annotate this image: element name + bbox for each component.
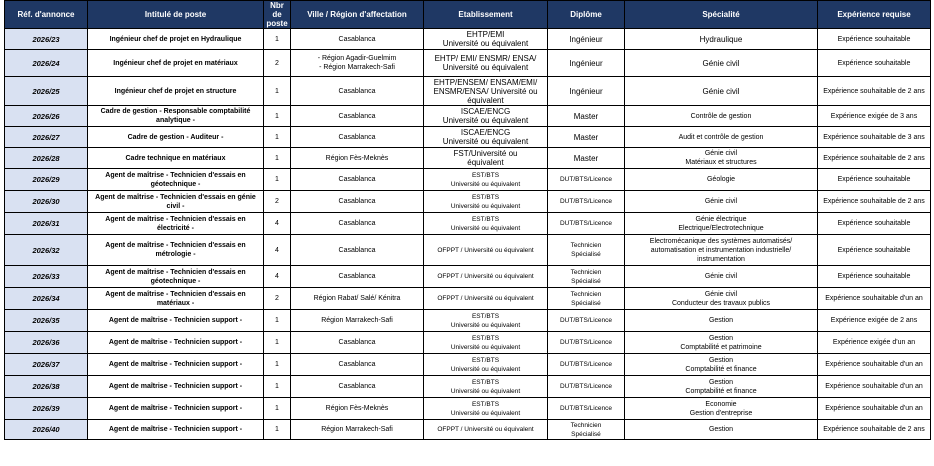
- cell-etablissement: EST/BTS Université ou équivalent: [424, 354, 548, 376]
- cell-diplome: Ingénieur: [548, 77, 625, 106]
- header-ville: Ville / Région d'affectation: [291, 1, 424, 29]
- cell-diplome: Technicien Spécialisé: [548, 288, 625, 310]
- cell-ville: Casablanca: [291, 354, 424, 376]
- cell-poste: Agent de maîtrise - Technicien support -: [88, 420, 264, 440]
- cell-experience: Expérience souhaitable de 3 ans: [818, 127, 931, 148]
- job-offers-table: [4, 0, 931, 440]
- cell-diplome: DUT/BTS/Licence: [548, 191, 625, 213]
- table-row: [5, 127, 931, 148]
- cell-ref: 2026/29: [5, 169, 88, 191]
- cell-ville: Région Marrakech-Safi: [291, 420, 424, 440]
- cell-poste: Cadre de gestion - Auditeur -: [88, 127, 264, 148]
- table-row: [5, 213, 931, 235]
- cell-specialite: Economie Gestion d'entreprise: [625, 398, 818, 420]
- header-nbr: Nbr de poste: [264, 1, 291, 29]
- cell-specialite: Génie civil: [625, 266, 818, 288]
- header-poste: Intitulé de poste: [88, 1, 264, 29]
- cell-ref: 2026/35: [5, 310, 88, 332]
- header-specialite: Spécialité: [625, 1, 818, 29]
- table-header-row: [5, 1, 931, 29]
- cell-ville: Casablanca: [291, 213, 424, 235]
- cell-ref: 2026/26: [5, 106, 88, 127]
- table-row: [5, 310, 931, 332]
- cell-ville: Casablanca: [291, 332, 424, 354]
- table-row: [5, 376, 931, 398]
- cell-experience: Expérience souhaitable: [818, 50, 931, 77]
- cell-etablissement: EST/BTS Université ou équivalent: [424, 398, 548, 420]
- table-row: [5, 288, 931, 310]
- cell-etablissement: EHTP/ENSEM/ ENSAM/EMI/ ENSMR/ENSA/ Université ou équivalent: [424, 77, 548, 106]
- cell-diplome: Technicien Spécialisé: [548, 266, 625, 288]
- cell-experience: Expérience exigée de 3 ans: [818, 106, 931, 127]
- cell-etablissement: EST/BTS Université ou équivalent: [424, 376, 548, 398]
- header-etablissement: Etablissement: [424, 1, 548, 29]
- cell-experience: Expérience souhaitable: [818, 213, 931, 235]
- cell-diplome: DUT/BTS/Licence: [548, 354, 625, 376]
- table-row: [5, 29, 931, 50]
- cell-ref: 2026/34: [5, 288, 88, 310]
- cell-specialite: Génie civil Conducteur des travaux publics: [625, 288, 818, 310]
- cell-poste: Ingénieur chef de projet en matériaux: [88, 50, 264, 77]
- table-row: [5, 332, 931, 354]
- cell-experience: Expérience souhaitable d'un an: [818, 398, 931, 420]
- cell-experience: Expérience souhaitable de 2 ans: [818, 420, 931, 440]
- cell-ville: Casablanca: [291, 191, 424, 213]
- cell-poste: Agent de maîtrise - Technicien d'essais en génie civil -: [88, 191, 264, 213]
- cell-etablissement: OFPPT / Université ou équivalent: [424, 288, 548, 310]
- cell-nbr: 1: [264, 332, 291, 354]
- cell-poste: Agent de maîtrise - Technicien d'essais en géotechnique -: [88, 266, 264, 288]
- cell-poste: Ingénieur chef de projet en structure: [88, 77, 264, 106]
- cell-nbr: 2: [264, 191, 291, 213]
- cell-specialite: Géologie: [625, 169, 818, 191]
- cell-experience: Expérience souhaitable de 2 ans: [818, 191, 931, 213]
- cell-nbr: 1: [264, 148, 291, 169]
- cell-nbr: 1: [264, 29, 291, 50]
- cell-nbr: 1: [264, 127, 291, 148]
- cell-ref: 2026/24: [5, 50, 88, 77]
- cell-specialite: Electromécanique des systèmes automatisés/ automatisation et instrumentation industrielle/ instrumentation: [625, 235, 818, 266]
- header-experience: Expérience requise: [818, 1, 931, 29]
- cell-etablissement: OFPPT / Université ou équivalent: [424, 266, 548, 288]
- cell-experience: Expérience souhaitable: [818, 29, 931, 50]
- cell-experience: Expérience souhaitable: [818, 169, 931, 191]
- cell-etablissement: EST/BTS Université ou équivalent: [424, 310, 548, 332]
- cell-etablissement: OFPPT / Université ou équivalent: [424, 235, 548, 266]
- cell-nbr: 1: [264, 106, 291, 127]
- cell-nbr: 4: [264, 235, 291, 266]
- cell-specialite: Gestion Comptabilité et patrimoine: [625, 332, 818, 354]
- cell-poste: Agent de maîtrise - Technicien d'essais en électricité -: [88, 213, 264, 235]
- cell-nbr: 1: [264, 420, 291, 440]
- cell-ref: 2026/40: [5, 420, 88, 440]
- table-body: [5, 29, 931, 440]
- table-row: [5, 106, 931, 127]
- cell-nbr: 1: [264, 169, 291, 191]
- cell-ref: 2026/27: [5, 127, 88, 148]
- cell-specialite: Contrôle de gestion: [625, 106, 818, 127]
- cell-nbr: 2: [264, 288, 291, 310]
- cell-ref: 2026/33: [5, 266, 88, 288]
- header-diplome: Diplôme: [548, 1, 625, 29]
- cell-specialite: Gestion Comptabilité et finance: [625, 354, 818, 376]
- cell-etablissement: EST/BTS Université ou équivalent: [424, 332, 548, 354]
- cell-experience: Expérience souhaitable d'un an: [818, 288, 931, 310]
- table-row: [5, 398, 931, 420]
- cell-ville: Casablanca: [291, 127, 424, 148]
- cell-ref: 2026/36: [5, 332, 88, 354]
- table-row: [5, 266, 931, 288]
- table-row: [5, 50, 931, 77]
- cell-diplome: Master: [548, 127, 625, 148]
- cell-specialite: Génie civil: [625, 191, 818, 213]
- cell-poste: Agent de maîtrise - Technicien support -: [88, 376, 264, 398]
- cell-etablissement: ISCAE/ENCG Université ou équivalent: [424, 127, 548, 148]
- cell-nbr: 4: [264, 213, 291, 235]
- cell-specialite: Génie civil: [625, 77, 818, 106]
- cell-etablissement: ISCAE/ENCG Université ou équivalent: [424, 106, 548, 127]
- cell-poste: Agent de maîtrise - Technicien d'essais en métrologie -: [88, 235, 264, 266]
- cell-ref: 2026/37: [5, 354, 88, 376]
- cell-experience: Expérience exigée de 2 ans: [818, 310, 931, 332]
- cell-nbr: 4: [264, 266, 291, 288]
- cell-poste: Ingénieur chef de projet en Hydraulique: [88, 29, 264, 50]
- cell-diplome: Ingénieur: [548, 29, 625, 50]
- cell-diplome: DUT/BTS/Licence: [548, 332, 625, 354]
- cell-ville: - Région Agadir-Guelmim - Région Marrakech-Safi: [291, 50, 424, 77]
- cell-experience: Expérience exigée d'un an: [818, 332, 931, 354]
- cell-diplome: DUT/BTS/Licence: [548, 213, 625, 235]
- table-row: [5, 169, 931, 191]
- table-row: [5, 420, 931, 440]
- cell-etablissement: FST/Université ou équivalent: [424, 148, 548, 169]
- cell-poste: Cadre technique en matériaux: [88, 148, 264, 169]
- cell-ref: 2026/39: [5, 398, 88, 420]
- cell-ville: Région Fès-Meknès: [291, 148, 424, 169]
- cell-experience: Expérience souhaitable d'un an: [818, 376, 931, 398]
- cell-experience: Expérience souhaitable: [818, 235, 931, 266]
- cell-ref: 2026/38: [5, 376, 88, 398]
- cell-diplome: Ingénieur: [548, 50, 625, 77]
- cell-poste: Agent de maîtrise - Technicien support -: [88, 398, 264, 420]
- cell-ref: 2026/23: [5, 29, 88, 50]
- cell-ref: 2026/31: [5, 213, 88, 235]
- cell-poste: Agent de maîtrise - Technicien d'essais en géotechnique -: [88, 169, 264, 191]
- cell-ville: Casablanca: [291, 169, 424, 191]
- cell-diplome: DUT/BTS/Licence: [548, 398, 625, 420]
- cell-experience: Expérience souhaitable: [818, 266, 931, 288]
- cell-diplome: Technicien Spécialisé: [548, 235, 625, 266]
- cell-specialite: Génie électrique Electrique/Electrotechnique: [625, 213, 818, 235]
- cell-etablissement: EST/BTS Université ou équivalent: [424, 191, 548, 213]
- cell-experience: Expérience souhaitable d'un an: [818, 354, 931, 376]
- cell-diplome: DUT/BTS/Licence: [548, 169, 625, 191]
- cell-etablissement: EST/BTS Université ou équivalent: [424, 213, 548, 235]
- cell-poste: Agent de maîtrise - Technicien d'essais en matériaux -: [88, 288, 264, 310]
- table-row: [5, 148, 931, 169]
- cell-ref: 2026/25: [5, 77, 88, 106]
- cell-diplome: DUT/BTS/Licence: [548, 376, 625, 398]
- cell-ville: Casablanca: [291, 29, 424, 50]
- cell-nbr: 1: [264, 354, 291, 376]
- cell-specialite: Audit et contrôle de gestion: [625, 127, 818, 148]
- cell-experience: Expérience souhaitable de 2 ans: [818, 148, 931, 169]
- table-row: [5, 77, 931, 106]
- cell-poste: Agent de maîtrise - Technicien support -: [88, 310, 264, 332]
- cell-etablissement: EST/BTS Université ou équivalent: [424, 169, 548, 191]
- cell-diplome: Master: [548, 106, 625, 127]
- cell-nbr: 2: [264, 50, 291, 77]
- cell-specialite: Gestion: [625, 420, 818, 440]
- table-row: [5, 191, 931, 213]
- cell-diplome: Master: [548, 148, 625, 169]
- cell-specialite: Gestion: [625, 310, 818, 332]
- header-ref: Réf. d'annonce: [5, 1, 88, 29]
- cell-nbr: 1: [264, 77, 291, 106]
- cell-nbr: 1: [264, 310, 291, 332]
- cell-etablissement: EHTP/ EMI/ ENSMR/ ENSA/ Université ou équivalent: [424, 50, 548, 77]
- cell-ville: Région Fès-Meknès: [291, 398, 424, 420]
- cell-nbr: 1: [264, 398, 291, 420]
- cell-diplome: Technicien Spécialisé: [548, 420, 625, 440]
- cell-specialite: Hydraulique: [625, 29, 818, 50]
- cell-etablissement: OFPPT / Université ou équivalent: [424, 420, 548, 440]
- cell-diplome: DUT/BTS/Licence: [548, 310, 625, 332]
- cell-ville: Région Rabat/ Salé/ Kénitra: [291, 288, 424, 310]
- cell-ref: 2026/28: [5, 148, 88, 169]
- cell-specialite: Génie civil: [625, 50, 818, 77]
- cell-ville: Casablanca: [291, 266, 424, 288]
- cell-poste: Agent de maîtrise - Technicien support -: [88, 332, 264, 354]
- cell-etablissement: EHTP/EMI Université ou équivalent: [424, 29, 548, 50]
- cell-specialite: Génie civil Matériaux et structures: [625, 148, 818, 169]
- cell-nbr: 1: [264, 376, 291, 398]
- cell-ref: 2026/32: [5, 235, 88, 266]
- cell-ref: 2026/30: [5, 191, 88, 213]
- cell-ville: Casablanca: [291, 77, 424, 106]
- table-row: [5, 354, 931, 376]
- cell-ville: Casablanca: [291, 376, 424, 398]
- cell-poste: Cadre de gestion - Responsable comptabilité analytique -: [88, 106, 264, 127]
- cell-ville: Casablanca: [291, 235, 424, 266]
- cell-ville: Casablanca: [291, 106, 424, 127]
- table-row: [5, 235, 931, 266]
- cell-specialite: Gestion Comptabilité et finance: [625, 376, 818, 398]
- cell-ville: Région Marrakech-Safi: [291, 310, 424, 332]
- cell-poste: Agent de maîtrise - Technicien support -: [88, 354, 264, 376]
- cell-experience: Expérience souhaitable de 2 ans: [818, 77, 931, 106]
